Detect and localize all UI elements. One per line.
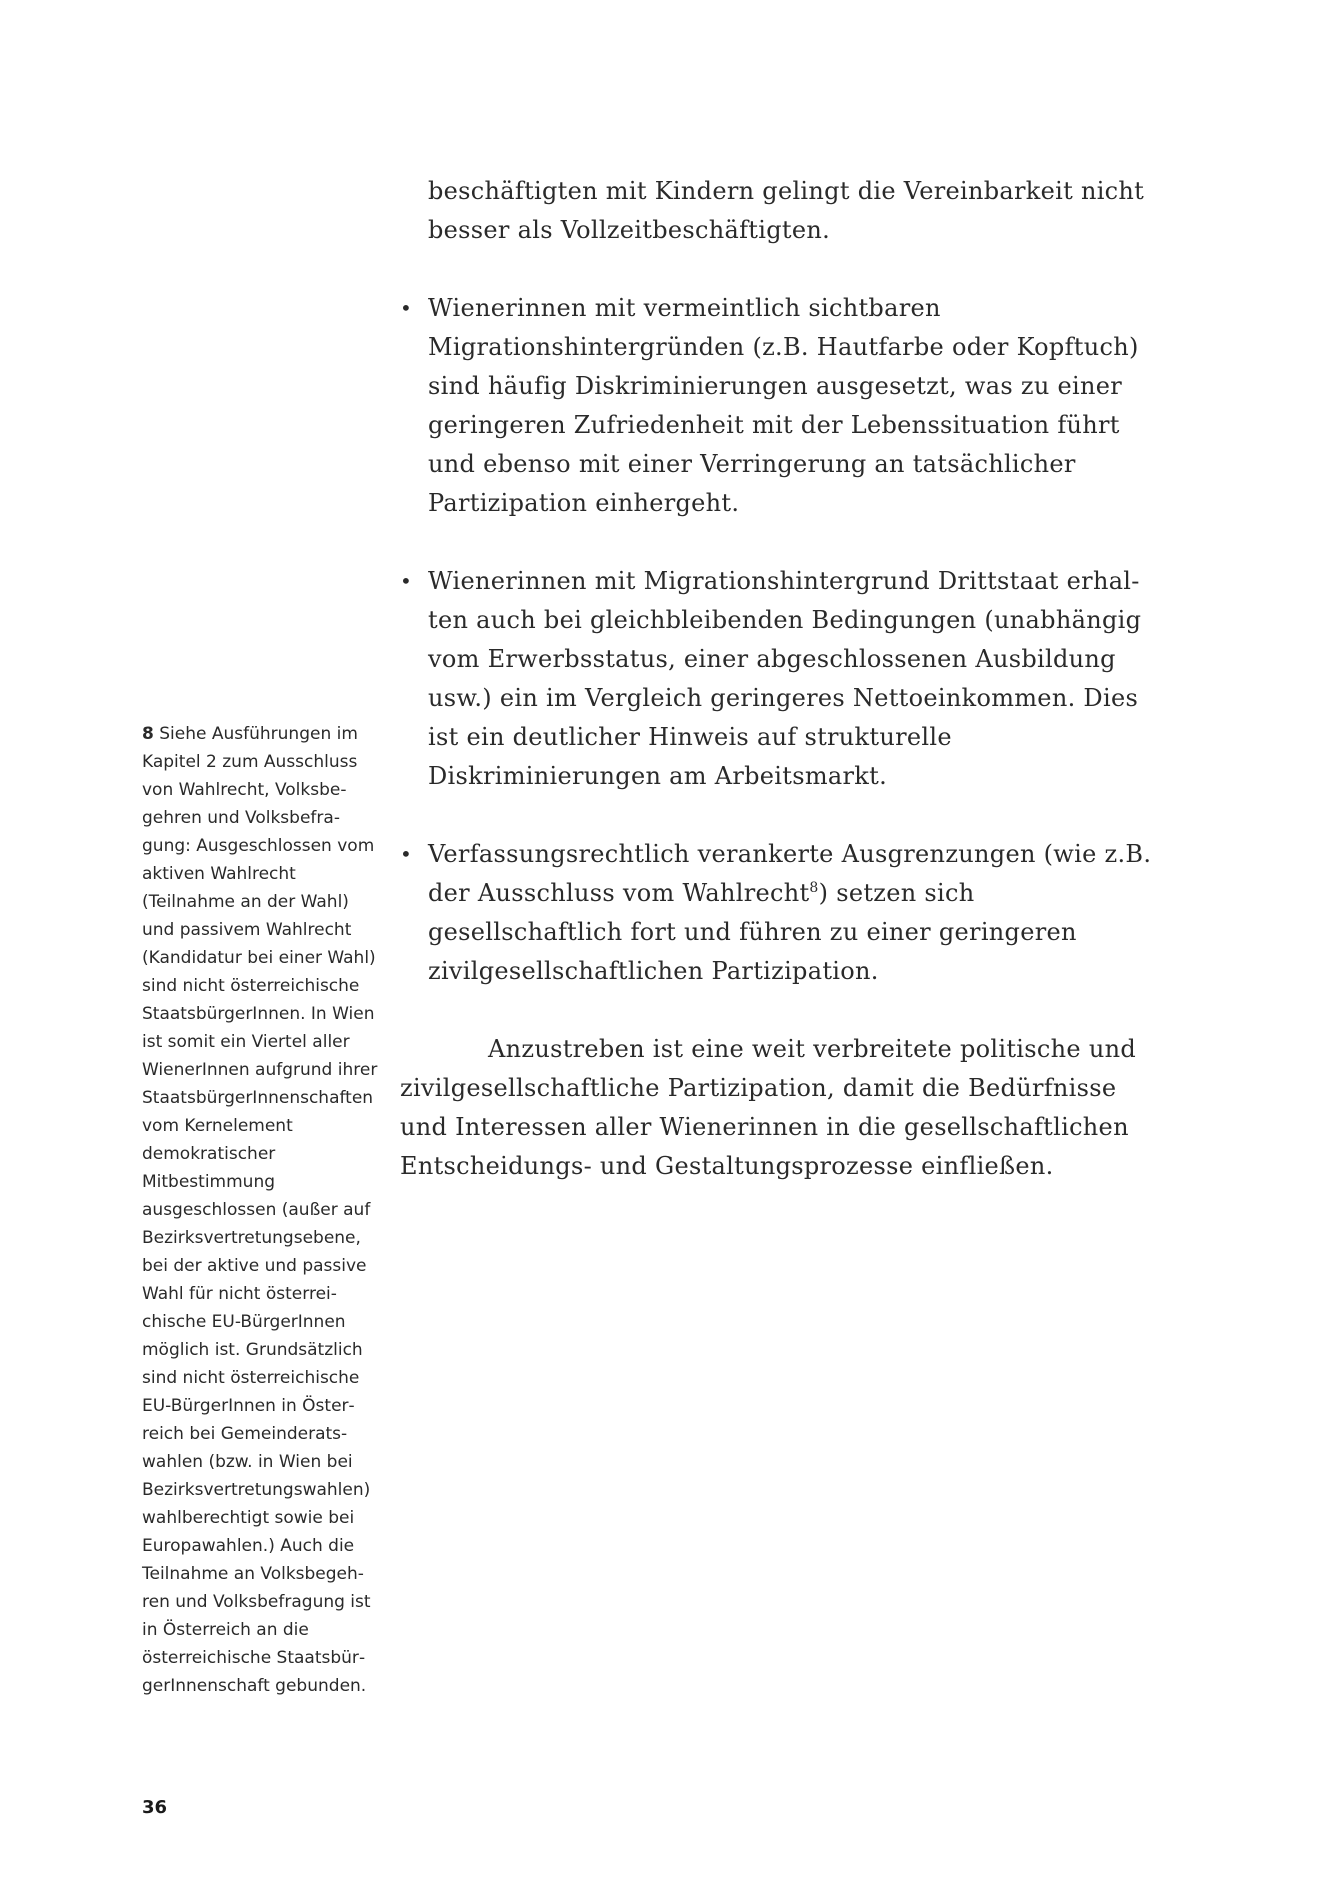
footnote-text: Siehe Ausführungen im Kapitel 2 zum Ausschluss von Wahlrecht, Volksbegehren und Volksbefragung: Ausgeschlossen vom aktiven Wahlrecht (Teilnahme an der Wahl) und passivem Wahlrecht (Kandidatur bei einer Wahl) sind nicht österreichische StaatsbürgerInnen. In Wien ist somit ein Viertel aller WienerInnen aufgrund ihrer StaatsbürgerInnenschaften vom Kernelement demokratischer Mitbestimmung ausgeschlossen (außer auf Bezirksvertretungsebene, bei der aktive und passive Wahl für nicht österreichische EU-BürgerInnen möglich ist. Grundsätzlich sind nicht österreichische EU-BürgerInnen in Österreich bei Gemeinderatswahlen (bzw. in Wien bei Bezirksvertretungswahlen) wahlberechtigt sowie bei Europawahlen.) Auch die Teilnahme an Volksbegehren und Volksbefragung ist in Österreich an die österreichische StaatsbürgerInnenschaft gebunden. (142, 724, 378, 1696)
bullet-dot: • (400, 842, 413, 866)
continuation-paragraph: beschäftigten mit Kindern gelingt die Vereinbarkeit nicht besser als Vollzeitbeschäftigten. (428, 177, 1145, 244)
closing-paragraph: Anzustreben ist eine weit verbreitete politische und zivilgesellschaftliche Partizipation, damit die Bedürfnisse und Interessen aller Wienerinnen in die gesellschaftlichen Entscheidungs- und Gestaltungsprozesse einfließen. (400, 1035, 1136, 1180)
footnote-reference-8: 8 (809, 880, 819, 896)
main-text-column (400, 172, 1168, 1186)
footnote-number: 8 (142, 724, 154, 744)
bullet-text: Wienerinnen mit vermeintlich sichtbaren Migrationshintergründen (z.B. Hautfarbe oder Kopftuch) sind häufig Diskriminierungen ausgesetzt, was zu einer geringeren Zufriedenheit mit der Lebenssituation führt und ebenso mit einer Verringerung an tatsächlicher Partizipation einhergeht. (428, 294, 1139, 517)
bullet-text: Wienerinnen mit Migrationshintergrund Drittstaat erhalten auch bei gleichbleibenden Bedingungen (unabhängig vom Erwerbsstatus, einer abgeschlossenen Ausbildung usw.) ein im Vergleich geringeres Nettoeinkommen. Dies ist ein deutlicher Hinweis auf strukturelle Diskriminierungen am Arbeitsmarkt. (428, 567, 1142, 790)
bullet-dot: • (400, 296, 413, 320)
bullet-list (400, 289, 1168, 991)
bullet-item-third-country-income (400, 562, 1168, 796)
bullet-dot: • (400, 569, 413, 593)
bullet-item-visible-migration (400, 289, 1168, 523)
bullet-text-after: ) setzen sich gesellschaftlich fort und führen zu einer geringeren zivilgesellschaftlichen Partizipation. (428, 879, 1077, 985)
footnote-sidenote (142, 720, 378, 1700)
page-number: 36 (142, 1797, 168, 1818)
bullet-item-constitutional-exclusion (400, 835, 1168, 991)
bullet-text-before: Verfassungsrechtlich verankerte Ausgrenzungen (wie z.B. der Ausschluss vom Wahlrecht (428, 840, 1152, 907)
